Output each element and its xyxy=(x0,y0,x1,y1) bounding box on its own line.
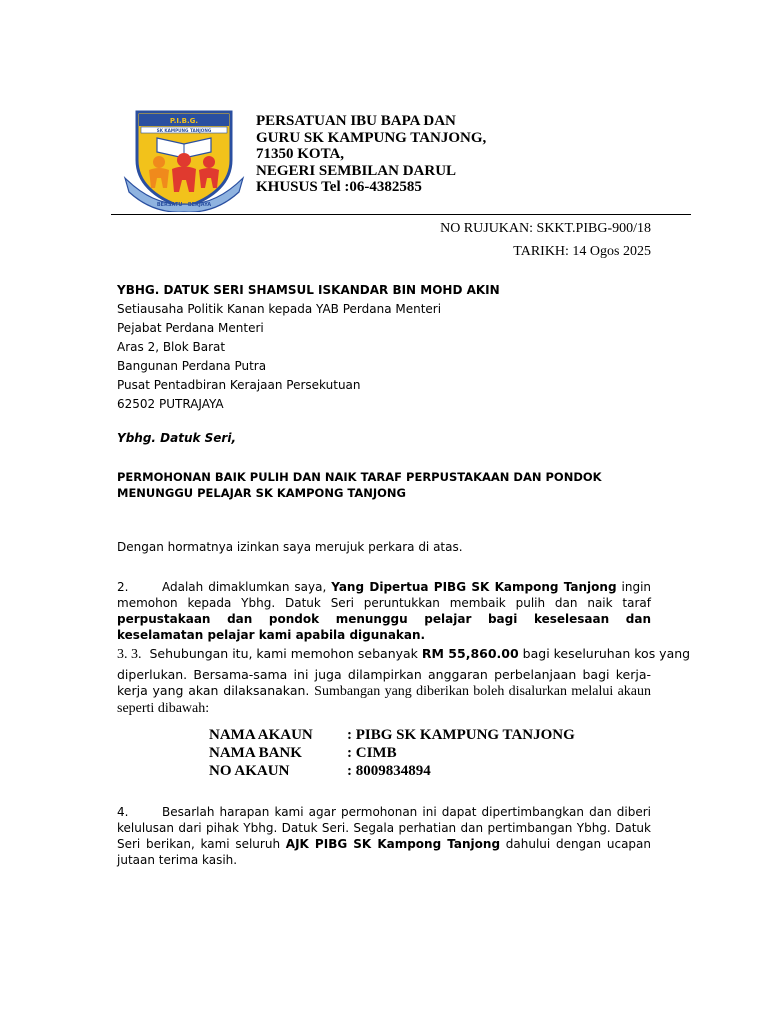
organization-header xyxy=(256,113,576,196)
recipient-address xyxy=(117,281,500,414)
paragraph-number: 2. xyxy=(117,580,129,594)
recipient-name: YBHG. DATUK SERI SHAMSUL ISKANDAR BIN MOHD AKIN xyxy=(117,283,500,297)
bank-details xyxy=(209,726,575,780)
org-line: GURU SK KAMPUNG TANJONG, xyxy=(256,129,487,146)
header-divider xyxy=(111,214,691,215)
logo-motto: BERSATU · BERJAYA xyxy=(156,202,212,208)
reference-number: NO RUJUKAN: SKKT.PIBG-900/18 xyxy=(440,221,651,236)
letter-subject: PERMOHONAN BAIK PULIH DAN NAIK TARAF PERPUSTAKAAN DAN PONDOK MENUNGGU PELAJAR SK KAMPONG TANJONG xyxy=(117,470,602,500)
intro-paragraph: Dengan hormatnya izinkan saya merujuk perkara di atas. xyxy=(117,540,463,554)
org-line: 71350 KOTA, xyxy=(256,146,345,163)
paragraph-number: 4. xyxy=(117,805,129,819)
letter-date: TARIKH: 14 Ogos 2025 xyxy=(513,244,651,259)
org-line: KHUSUS Tel :06-4382585 xyxy=(256,179,422,196)
paragraph-4: 4. Besarlah harapan kami agar permohonan ini dapat dipertimbangkan dan diberi kelulusan dari pihak Ybhg. Datuk Seri. Segala perhatian dan pertimbangan Ybhg. Datuk Seri berikan, kami seluruh AJK PIBG SK Kampong Tanjong dahului dengan ucapan jutaan terima kasih. xyxy=(117,805,651,867)
salutation: Ybhg. Datuk Seri, xyxy=(117,431,237,445)
logo-top-text: P.I.B.G. xyxy=(169,117,199,125)
address-line: Pejabat Perdana Menteri xyxy=(117,321,264,335)
paragraph-3: 3. 3. Sehubungan itu, kami memohon sebanyak RM 55,860.00 bagi keseluruhan kos yang diperlukan. Bersama-sama ini juga dilampirkan anggaran perbelanjaan bagi kerja-kerja yang akan dilaksanakan. Sumbangan yang diberikan boleh disalurkan melalui akaun seperti dibawah: xyxy=(117,646,691,716)
address-line: Pusat Pentadbiran Kerajaan Persekutuan xyxy=(117,378,361,392)
address-line: 62502 PUTRAJAYA xyxy=(117,397,224,411)
paragraph-2: 2. Adalah dimaklumkan saya, Yang Dipertua PIBG SK Kampong Tanjong ingin memohon kepada Ybhg. Datuk Seri peruntukkan membaik pulih dan naik taraf perpustakaan dan pondok menunggu pelajar bagi keselesaan dan keselamatan pelajar kami apabila digunakan. xyxy=(117,580,652,642)
bank-row: NO AKAUN : 8009834894 xyxy=(209,763,431,779)
org-line: NEGERI SEMBILAN DARUL xyxy=(256,162,457,179)
bank-row: NAMA AKAUN : PIBG SK KAMPUNG TANJONG xyxy=(209,727,575,743)
address-line: Setiausaha Politik Kanan kepada YAB Perdana Menteri xyxy=(117,302,442,316)
logo-banner-text: SK KAMPUNG TANJONG xyxy=(156,128,212,133)
requested-amount: RM 55,860.00 xyxy=(421,646,519,661)
org-line: PERSATUAN IBU BAPA DAN xyxy=(256,113,456,129)
paragraph-number: 3. 3. xyxy=(117,647,142,662)
address-line: Aras 2, Blok Barat xyxy=(117,340,226,354)
address-line: Bangunan Perdana Putra xyxy=(117,359,267,373)
pibg-logo xyxy=(123,108,245,212)
bank-row: NAMA BANK : CIMB xyxy=(209,745,397,761)
